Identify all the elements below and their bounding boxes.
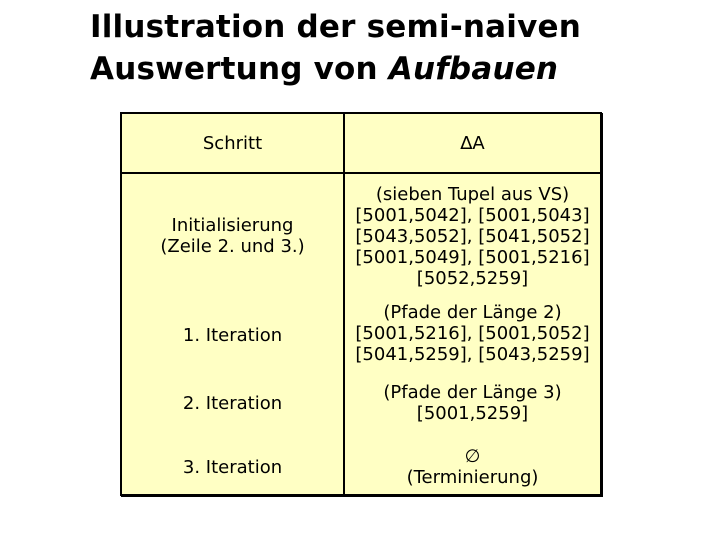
delta-iteration-1: (Pfade der Länge 2) [5001,5216], [5001,5052] [5041,5259], [5043,5259] bbox=[355, 301, 590, 365]
title-line-2-prefix: Auswertung von bbox=[90, 51, 389, 87]
step-iteration-2: 2. Iteration bbox=[182, 392, 283, 414]
delta-iteration-3: ∅ (Terminierung) bbox=[406, 446, 539, 488]
delta-iteration-2: (Pfade der Länge 3) [5001,5259] bbox=[383, 382, 562, 424]
iteration-table bbox=[120, 112, 602, 496]
header-step: Schritt bbox=[202, 132, 263, 154]
title-line-2-italic: Aufbauen bbox=[388, 51, 559, 87]
header-divider bbox=[122, 172, 600, 174]
title-line-1: Illustration der semi-naiven bbox=[90, 9, 582, 45]
step-iteration-1: 1. Iteration bbox=[182, 324, 283, 346]
header-delta-a: ∆A bbox=[460, 132, 485, 154]
step-initialisierung: Initialisierung (Zeile 2. und 3.) bbox=[160, 215, 305, 257]
step-iteration-3: 3. Iteration bbox=[182, 456, 283, 478]
delta-initialisierung: (sieben Tupel aus VS) [5001,5042], [5001,5043] [5043,5052], [5041,5052] [5001,5049], [5001,5216] [5052,5259] bbox=[355, 183, 590, 289]
title-line-2 bbox=[90, 48, 710, 90]
slide-title bbox=[90, 6, 710, 90]
